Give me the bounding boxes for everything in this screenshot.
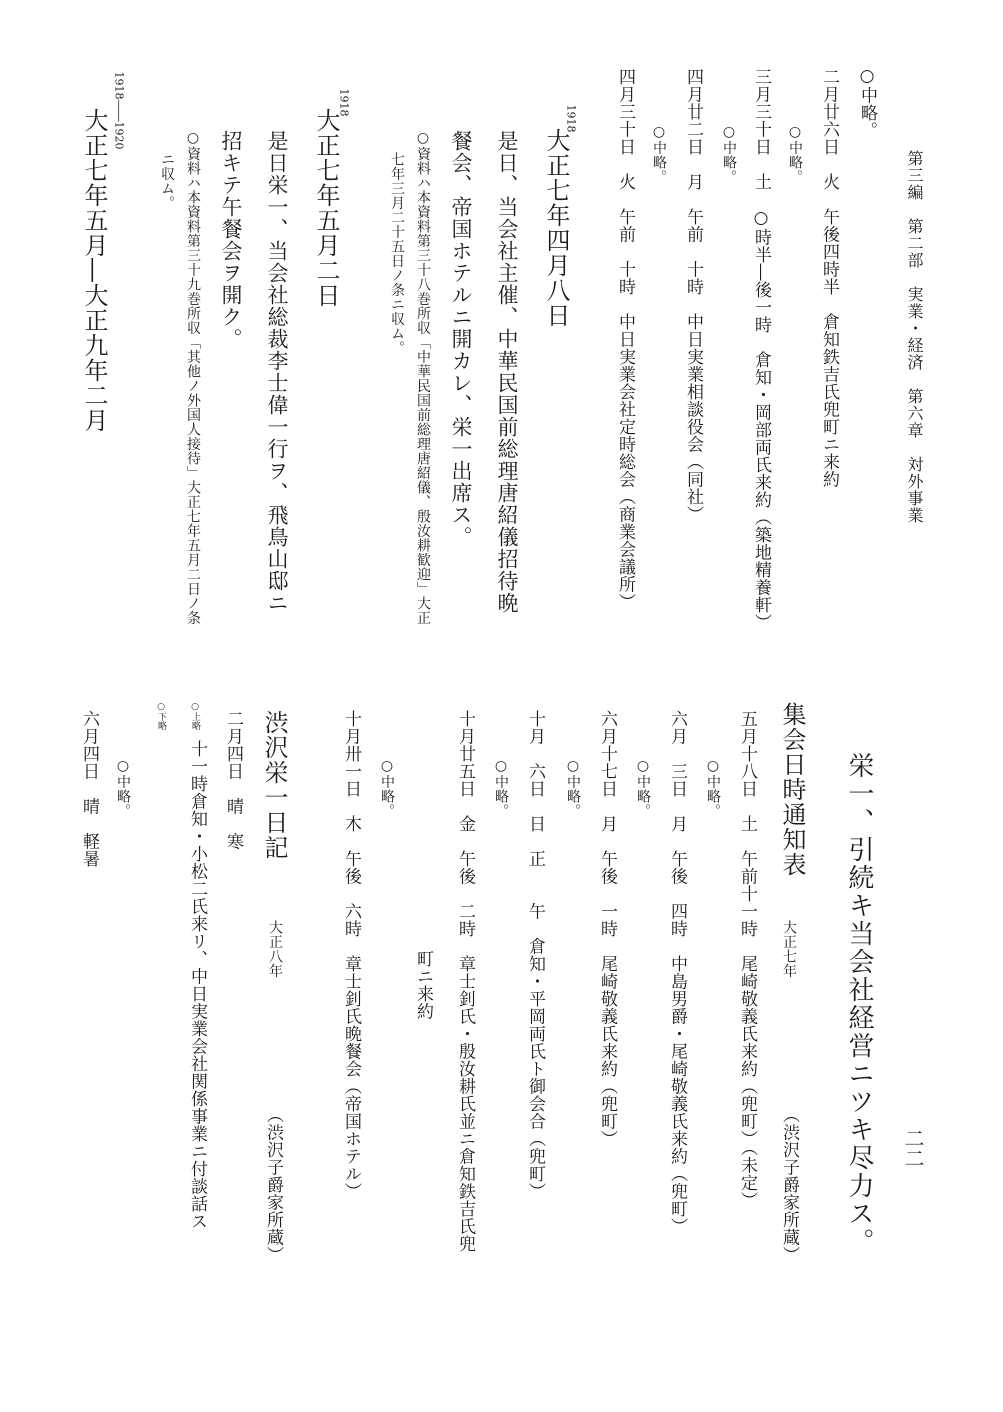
section-date: 大正七年五月二日 [312,108,340,308]
omit-note: ○中略。 [787,124,803,184]
year-ad: 1918――1920 [112,71,126,150]
table-row: 十月 六日 日 正 午 倉知・平岡両氏ト御会合（兜町） [525,710,545,1200]
section-date: 大正七年四月八日 [542,128,570,328]
diary-entry: 六月四日 晴 軽暑 [79,710,99,868]
omit-note: ○中略。 [565,758,581,818]
table-row: 五月十八日 土 午前十一時 尾崎敬義氏来約（兜町）（未定） [737,710,757,1209]
diary-entry: 二月四日 晴 寒 [223,710,243,850]
table-row: 十月廿五日 金 午後 二時 章士釗氏・殷汝耕氏並ニ倉知鉄吉氏兜 [455,710,475,1253]
diary-entry: 十一時倉知・小松二氏来リ、中日実業会社関係事業ニ付談話ス [187,740,207,1230]
year-ad: 1918 [564,104,578,133]
omit-note: ○中略。 [493,758,509,818]
diary-title: 渋沢栄一日記 [260,710,288,860]
entry-apr30: 四月三十日 火 午前 十時 中日実業会社定時総会（商業会議所） [615,68,635,611]
omit-note: ○中略。 [651,124,667,184]
source-note: 七年三月二十五日ノ条ニ収ム。 [389,152,405,355]
section-body-line: 餐会、帝国ホテルニ開カレ、栄一出席ス。 [449,130,473,548]
omit-note: ○中略。 [379,758,395,818]
source-note: ○資料ハ本資料第三十八巻所収「中華民国前総理唐紹儀、殷汝耕歓迎」大正 [415,130,431,625]
page-number: 二二 [901,1128,925,1168]
table-row: 町ニ来約 [413,950,433,1020]
year-ad: 1918 [337,88,351,117]
entry-feb26: 二月廿六日 火 午後四時半 倉知鉄吉氏兜町ニ来約 [819,68,839,488]
table-title: 集会日時通知表 [778,702,806,877]
diary-source: （渋沢子爵家所蔵） [263,1106,283,1264]
running-head: 第三編 第二部 実業・経済 第六章 対外事業 [905,150,924,524]
entry-apr22: 四月廿二日 月 午前 十時 中日実業相談役会（同社） [683,68,703,523]
chapter-heading: 栄一、引続キ当会社経営ニツキ尽力ス。 [844,752,874,1256]
table-year: 大正七年 [781,920,797,978]
omit-note: ○中略。 [721,124,737,184]
omit-note: ○中略。 [635,758,651,818]
source-note: ○資料ハ本資料第三十九巻所収「其他ノ外国人接待」大正七年五月二日ノ条 [185,130,201,625]
table-row: 六月 三日 月 午後 四時 中島男爵・尾崎敬義氏来約（兜町） [667,710,687,1235]
omit-note: ○中略。 [705,758,721,818]
omit-note: ○中略。 [857,66,877,139]
section-body-line: 是日栄一、当会社総裁李士偉一行ヲ、飛鳥山邸ニ [265,130,289,614]
table-row: 十月卅一日 木 午後 六時 章士釗氏晩餐会（帝国ホテル） [341,710,361,1200]
table-source: （渋沢子爵家所蔵） [779,1106,799,1264]
section-body-line: 招キテ午餐会ヲ開ク。 [219,130,243,350]
diary-year: 大正八年 [267,920,283,978]
source-note: ニ収ム。 [159,152,175,210]
entry-mar30: 三月三十日 土 ○時半―後一時 倉知・岡部両氏来約（築地精養軒） [751,68,771,631]
diary-upper-omit: ○上略 [190,702,200,730]
section-date: 大正七年五月―大正九年二月 [80,108,108,433]
table-row: 六月十七日 月 午後 一時 尾崎敬義氏来約（兜町） [597,710,617,1148]
section-body-line: 是日、当会社主催、中華民国前総理唐紹儀招待晩 [495,130,519,614]
diary-lower-omit: ○下略 [156,702,166,730]
omit-note: ○中略。 [115,758,131,818]
